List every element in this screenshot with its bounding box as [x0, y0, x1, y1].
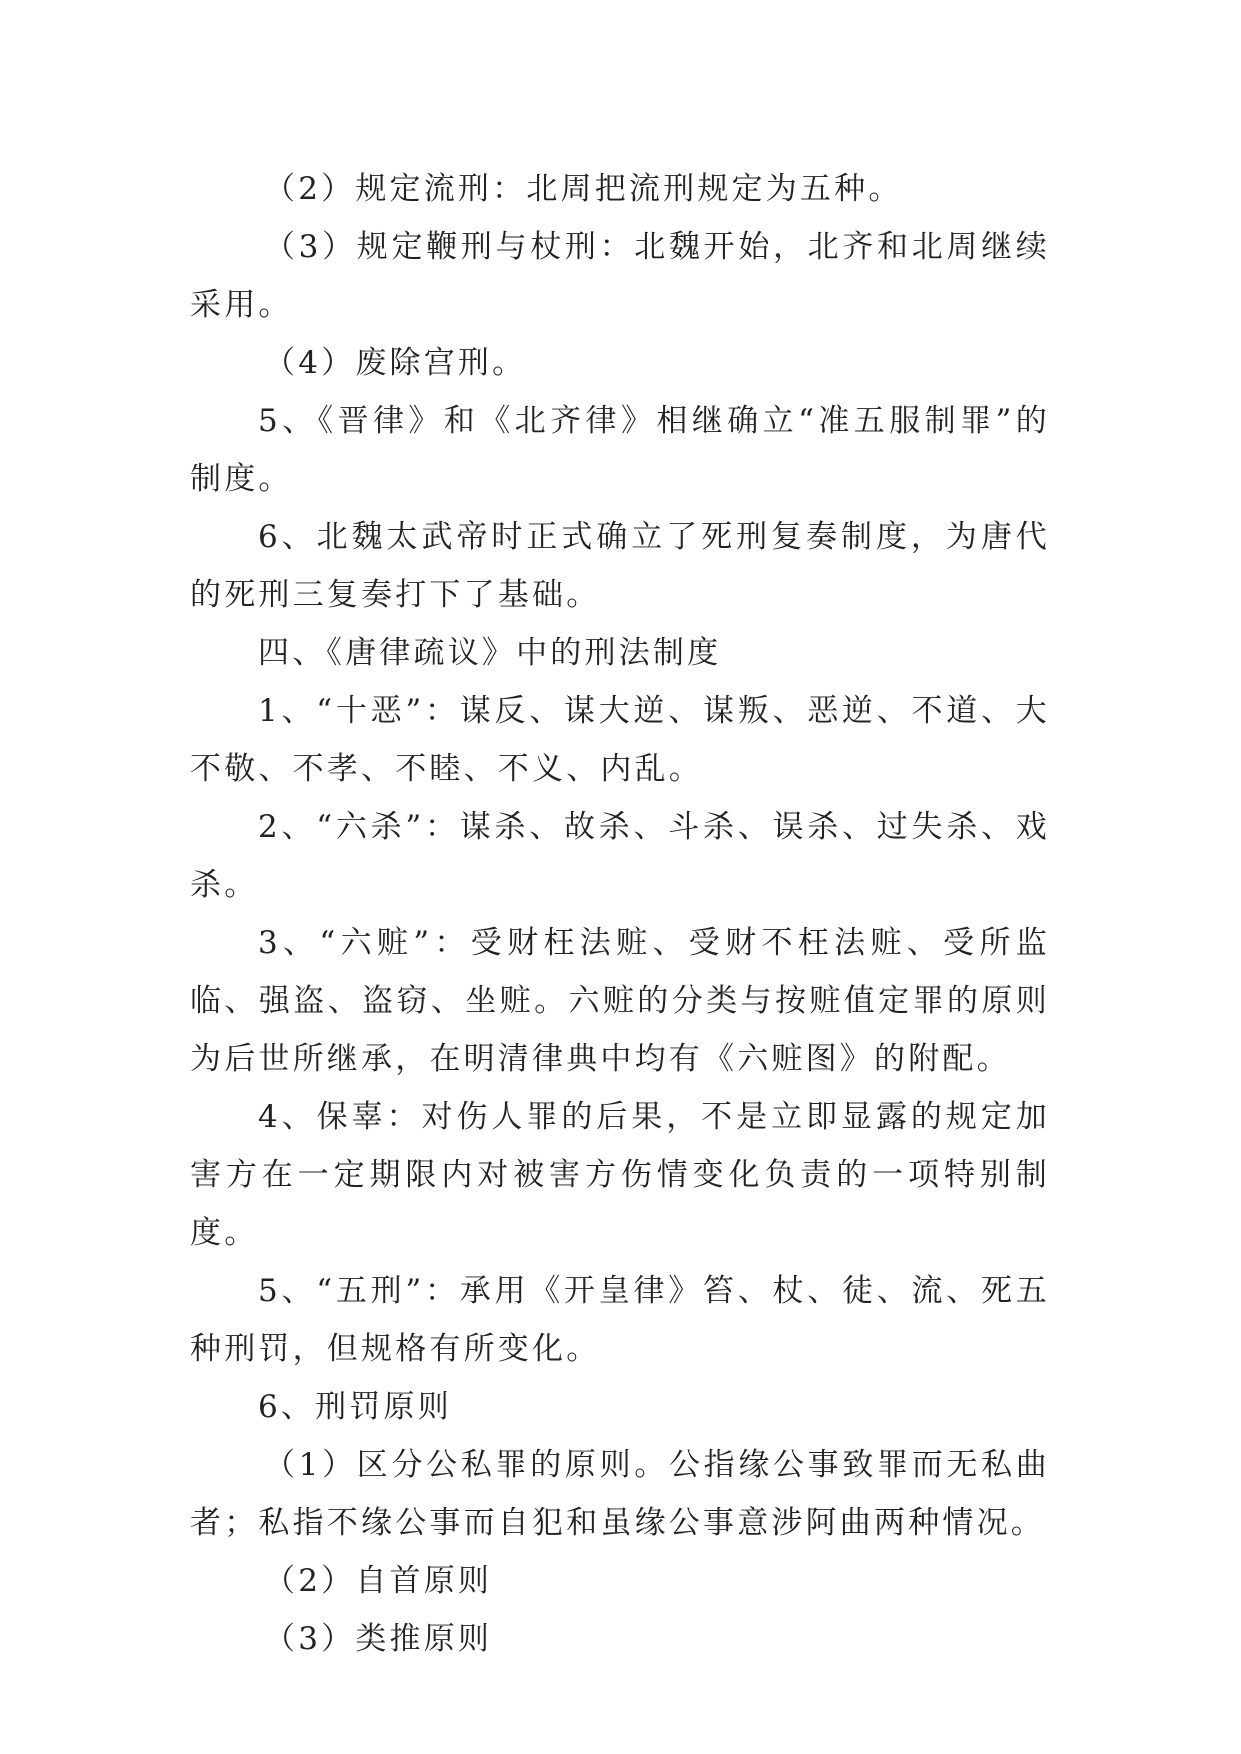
- paragraph-whip-and-cane: （3）规定鞭刑与杖刑：北魏开始，北齐和北周继续采用。: [190, 229, 1050, 323]
- paragraph-ten-abominations: 1、“十恶”：谋反、谋大逆、谋叛、恶逆、不道、大不敬、不孝、不睦、不义、内乱。: [190, 693, 1050, 787]
- paragraph-abolish-castration: （4）废除宫刑。: [264, 345, 527, 381]
- section-heading-tang-code: 四、《唐律疏议》中的刑法制度: [258, 635, 722, 671]
- paragraph-five-punishments: 5、“五刑”：承用《开皇律》笞、杖、徒、流、死五种刑罚，但规格有所变化。: [190, 1273, 1050, 1367]
- paragraph-death-penalty-review: 6、北魏太武帝时正式确立了死刑复奏制度，为唐代的死刑三复奏打下了基础。: [190, 519, 1050, 613]
- paragraph-self-surrender: （2）自首原则: [264, 1563, 493, 1599]
- paragraph-baogu: 4、保辜：对伤人罪的后果，不是立即显露的规定加害方在一定期限内对被害方伤情变化负责的一项特别制度。: [190, 1099, 1050, 1251]
- paragraph-exile-punishment: （2）规定流刑：北周把流刑规定为五种。: [264, 171, 903, 207]
- paragraph-six-illicit-goods: 3、“六赃”：受财枉法赃、受财不枉法赃、受所监临、强盗、盗窃、坐赃。六赃的分类与按赃值定罪的原则为后世所继承，在明清律典中均有《六赃图》的附配。: [190, 925, 1050, 1077]
- paragraph-public-private-crime: （1）区分公私罪的原则。公指缘公事致罪而无私曲者；私指不缘公事而自犯和虽缘公事意涉阿曲两种情况。: [190, 1447, 1050, 1541]
- paragraph-six-killings: 2、“六杀”：谋杀、故杀、斗杀、误杀、过失杀、戏杀。: [190, 809, 1050, 903]
- paragraph-penalty-principles: 6、刑罚原则: [258, 1389, 452, 1425]
- paragraph-five-mourning-grades: 5、《晋律》和《北齐律》相继确立“准五服制罪”的制度。: [190, 403, 1050, 497]
- document-body: [190, 160, 1050, 1668]
- paragraph-analogy: （3）类推原则: [264, 1621, 493, 1657]
